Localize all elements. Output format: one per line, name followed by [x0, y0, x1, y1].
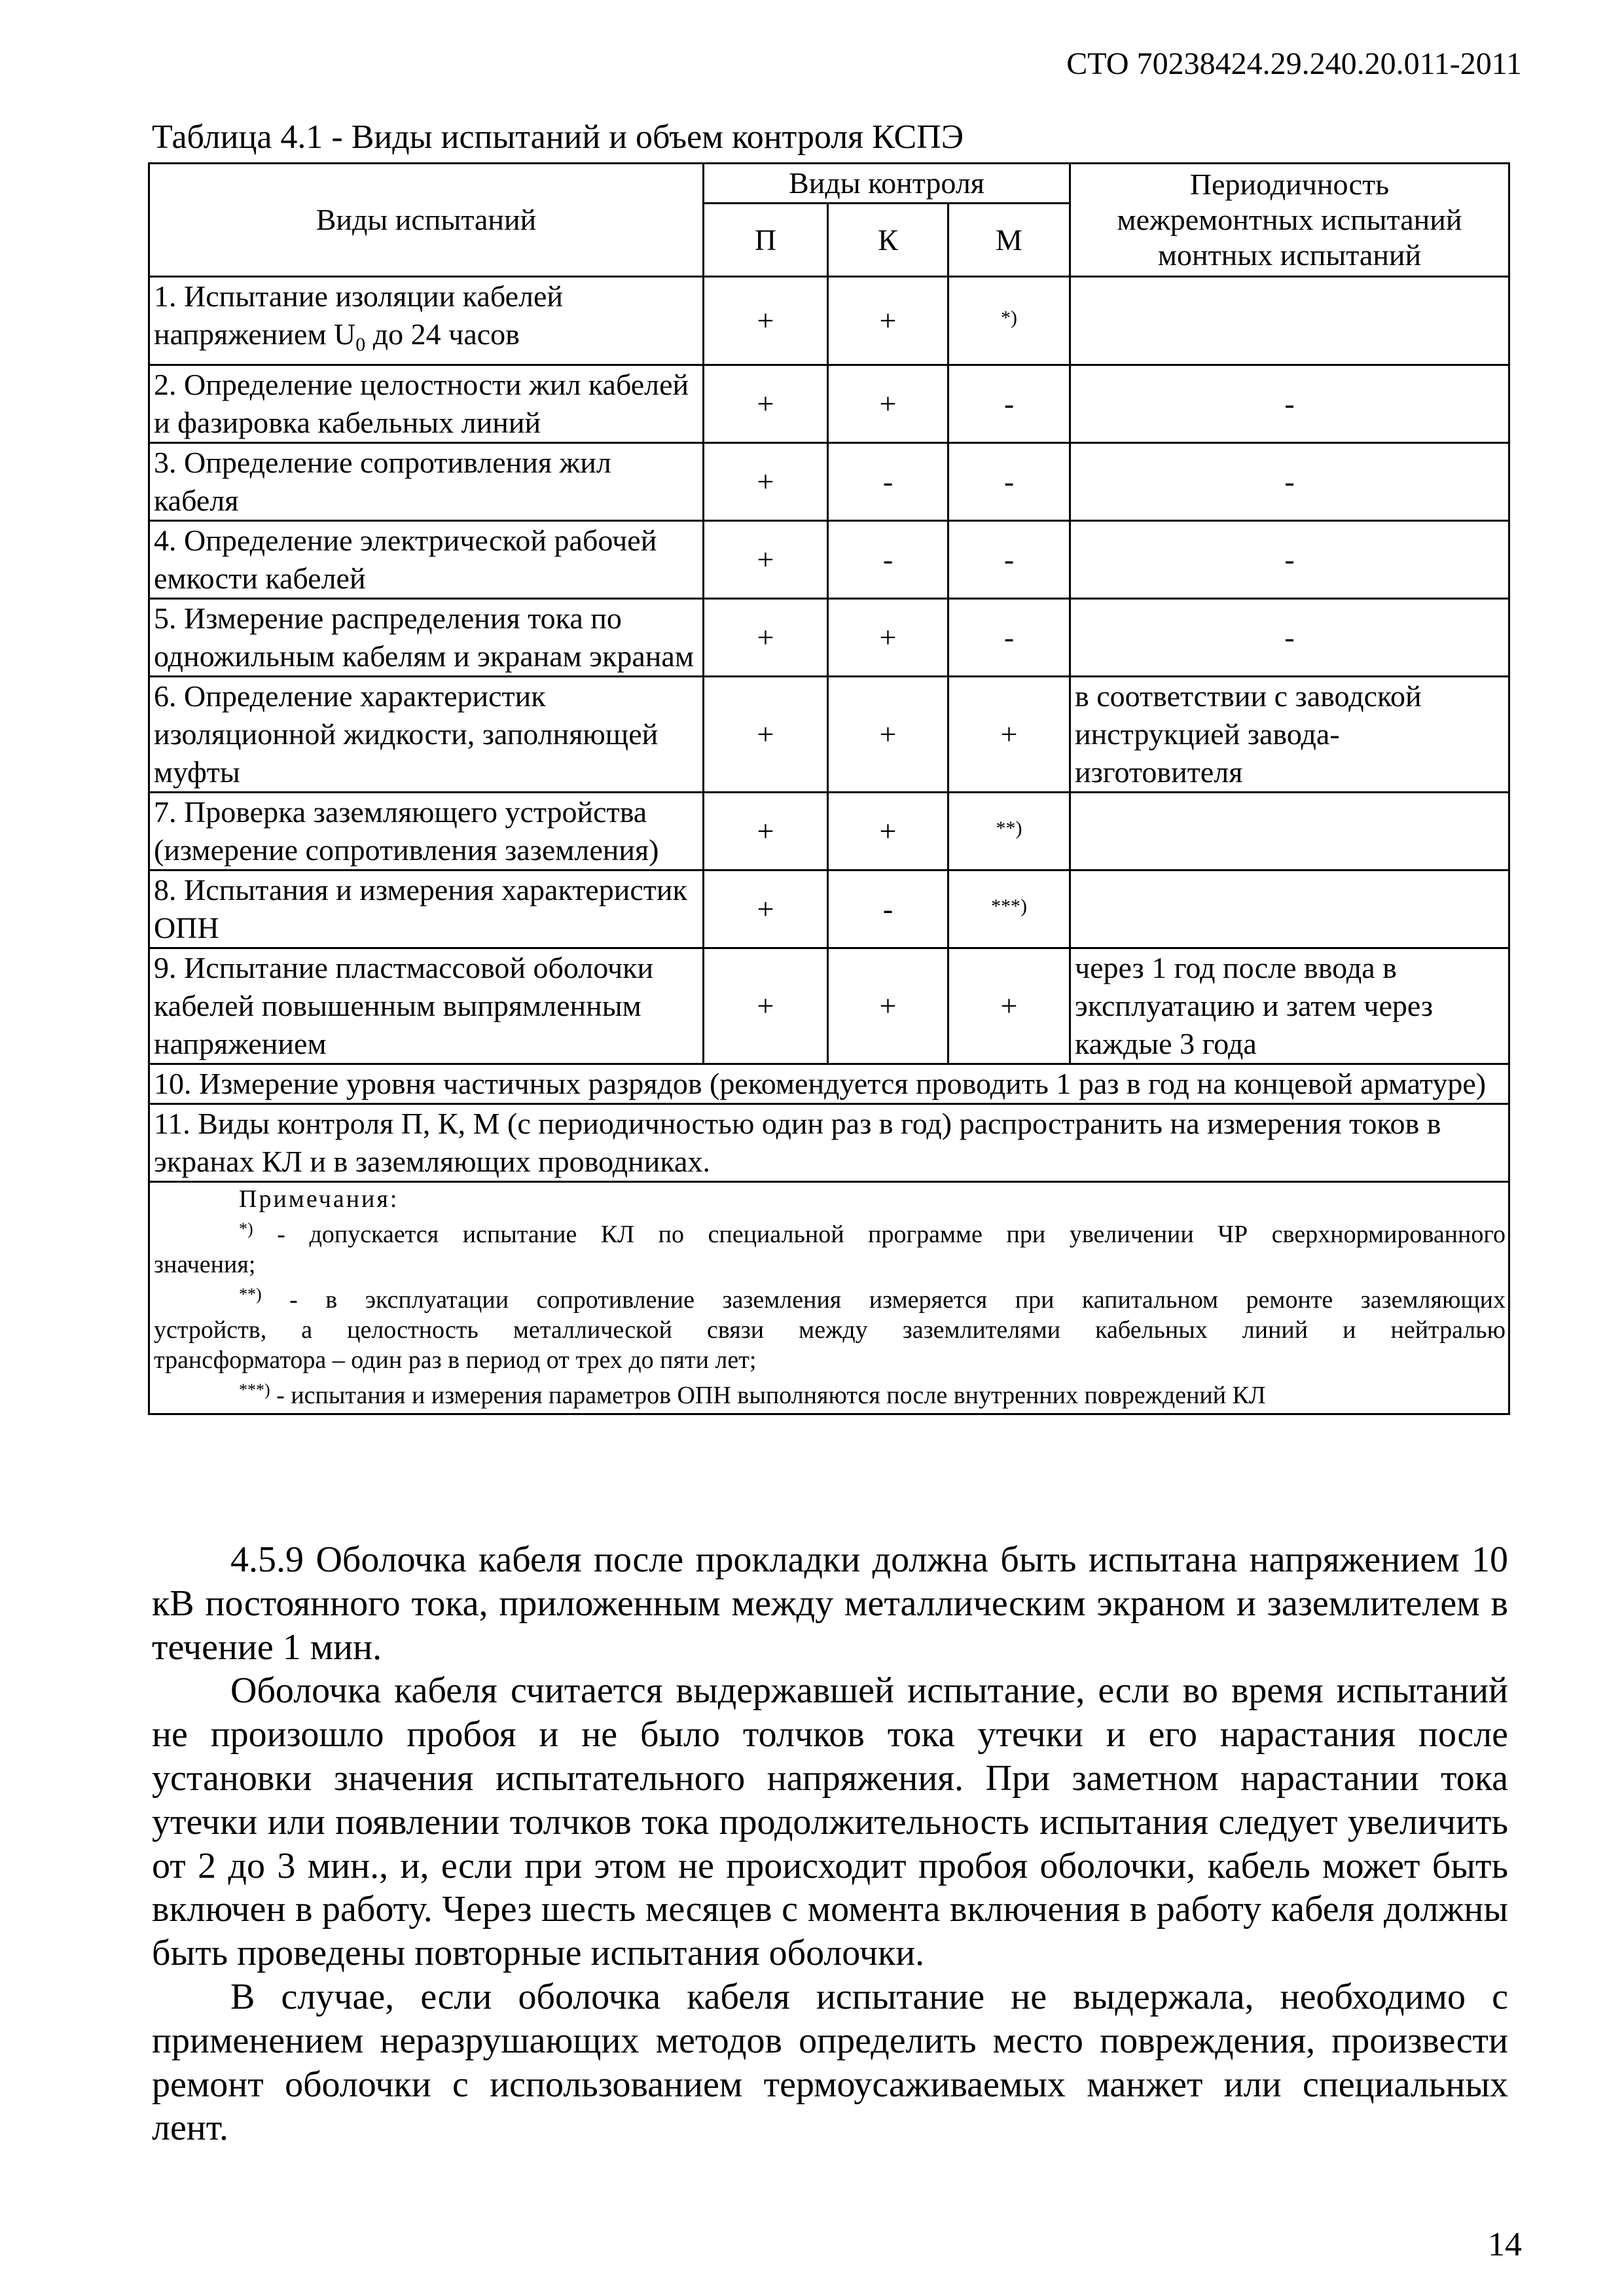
cell-k: + — [828, 948, 948, 1064]
table-row-wide — [149, 1104, 1509, 1182]
footnote-mark: *) — [239, 1219, 253, 1239]
note-text: - допускается испытание КЛ по специальной программе при увеличении ЧР сверхнормированного — [253, 1221, 1506, 1249]
test-name: 5. Измерение распределения тока по одножильным кабелям и экранам экранам — [149, 599, 704, 677]
cell-k: - — [828, 521, 948, 599]
table-row — [149, 599, 1509, 677]
header-control-types: Виды контроля — [704, 164, 1070, 204]
test-name: 7. Проверка заземляющего устройства (измерение сопротивления заземления) — [149, 793, 704, 870]
header-k: К — [828, 204, 948, 277]
cell-p: + — [704, 521, 828, 599]
cell-periodicity: - — [1070, 365, 1509, 443]
table-row — [149, 793, 1509, 870]
footnote-mark: ***) — [991, 895, 1027, 918]
test-name: 4. Определение электрической рабочей емкости кабелей — [149, 521, 704, 599]
header-periodicity-line-1: Периодичность — [1189, 168, 1390, 201]
note-2-cont: устройств, а целостность металлической связи между заземлителями кабельных линий и нейтралью — [154, 1316, 1506, 1344]
note-text: - в эксплуатации сопротивление заземления измеряется при капитальном ремонте заземляющих — [261, 1286, 1506, 1314]
document-code: СТО 70238424.29.240.20.011-2011 — [1066, 46, 1522, 81]
table-notes — [149, 1182, 1509, 1414]
test-name-wide: 10. Измерение уровня частичных разрядов (рекомендуется проводить 1 раз в год на концевой арматуре) — [149, 1064, 1509, 1104]
test-name: 6. Определение характеристик изоляционной жидкости, заполняющей муфты — [149, 677, 704, 793]
cell-m: - — [948, 599, 1070, 677]
note-text: - испытания и измерения параметров ОПН выполняются после внутренних повреждений КЛ — [270, 1382, 1266, 1410]
table-row — [149, 277, 1509, 365]
body-text — [152, 1538, 1508, 2150]
header-periodicity — [1070, 164, 1509, 277]
cell-k: - — [828, 443, 948, 521]
cell-p: + — [704, 677, 828, 793]
footnote-mark: **) — [239, 1285, 262, 1304]
cell-m: + — [948, 677, 1070, 793]
header-periodicity-line-3: монтных испытаний — [1157, 238, 1422, 272]
header-p: П — [704, 204, 828, 277]
test-name: 8. Испытания и измерения характеристик ОПН — [149, 870, 704, 948]
test-name: 3. Определение сопротивления жил кабеля — [149, 443, 704, 521]
header-m: М — [948, 204, 1070, 277]
table-row — [149, 365, 1509, 443]
test-name-part: до 24 часов — [365, 317, 520, 351]
cell-p: + — [704, 870, 828, 948]
cell-m — [948, 870, 1070, 948]
header-tests: Виды испытаний — [149, 164, 704, 277]
test-name-part: напряжением U — [154, 317, 356, 351]
footnote-mark: ***) — [239, 1380, 270, 1400]
cell-m: + — [948, 948, 1070, 1064]
cell-p: + — [704, 277, 828, 365]
cell-p: + — [704, 793, 828, 870]
cell-m: - — [948, 443, 1070, 521]
cell-m — [948, 277, 1070, 365]
cell-p: + — [704, 599, 828, 677]
note-1-cont: значения; — [154, 1251, 256, 1279]
paragraph: В случае, если оболочка кабеля испытание не выдержала, необходимо с применением неразрушающих методов определить место повреждения, произвести ремонт оболочки с использованием термоусаживаемых манжет или специальных лент. — [152, 1976, 1508, 2149]
page-number: 14 — [1488, 2226, 1522, 2263]
footnote-mark: *) — [1001, 307, 1017, 329]
cell-p: + — [704, 443, 828, 521]
cell-p: + — [704, 948, 828, 1064]
cell-k: - — [828, 870, 948, 948]
table-caption: Таблица 4.1 - Виды испытаний и объем контроля КСПЭ — [152, 118, 964, 156]
cell-k: + — [828, 677, 948, 793]
table-row — [149, 948, 1509, 1064]
cell-p: + — [704, 365, 828, 443]
table-row — [149, 870, 1509, 948]
note-1 — [154, 1214, 1506, 1249]
paragraph: Оболочка кабеля считается выдержавшей испытание, если во время испытаний не произошло пробоя и не было толчков тока утечки и его нарастания после установки значения испытательного напряжения. При заметном нарастании тока утечки или появлении толчков тока продолжительность испытания следует увеличить от 2 до 3 мин., и, если при этом не происходит пробоя оболочки, кабель может быть включен в работу. Через шесть месяцев с момента включения в работу кабеля должны быть проведены повторные испытания оболочки. — [152, 1670, 1508, 1974]
test-name: 9. Испытание пластмассовой оболочки кабелей повышенным выпрямленным напряжением — [149, 948, 704, 1064]
table-row — [149, 443, 1509, 521]
subscript: 0 — [355, 334, 366, 356]
test-name-wide: 11. Виды контроля П, К, М (с периодичностью один раз в год) распространить на измерения токов в экранах КЛ и в заземляющих проводниках. — [149, 1104, 1509, 1182]
cell-periodicity: - — [1070, 521, 1509, 599]
table-row — [149, 521, 1509, 599]
cell-periodicity — [1070, 870, 1509, 948]
cell-periodicity: - — [1070, 599, 1509, 677]
test-name — [149, 277, 704, 365]
cell-k: + — [828, 365, 948, 443]
cell-periodicity — [1070, 793, 1509, 870]
note-3 — [154, 1375, 1506, 1410]
table-row-wide — [149, 1064, 1509, 1104]
cell-periodicity: - — [1070, 443, 1509, 521]
note-2 — [154, 1280, 1506, 1315]
footnote-mark: **) — [996, 817, 1022, 840]
notes-title: Примечания: — [239, 1185, 399, 1213]
tests-table — [148, 162, 1510, 1415]
cell-m — [948, 793, 1070, 870]
note-2-cont: трансформатора – один раз в период от трех до пяти лет; — [154, 1346, 757, 1374]
test-name: 2. Определение целостности жил кабелей и фазировка кабельных линий — [149, 365, 704, 443]
cell-m: - — [948, 521, 1070, 599]
cell-periodicity: в соответствии с заводской инструкцией завода-изготовителя — [1070, 677, 1509, 793]
cell-k: + — [828, 599, 948, 677]
cell-m: - — [948, 365, 1070, 443]
cell-periodicity: через 1 год после ввода в эксплуатацию и затем через каждые 3 года — [1070, 948, 1509, 1064]
cell-periodicity — [1070, 277, 1509, 365]
table-notes-row — [149, 1182, 1509, 1414]
header-periodicity-line-2: межремонтных испытаний — [1117, 203, 1462, 236]
paragraph: 4.5.9 Оболочка кабеля после прокладки должна быть испытана напряжением 10 кВ постоянного тока, приложенным между металлическим экраном и заземлителем в течение 1 мин. — [152, 1539, 1508, 1668]
cell-k: + — [828, 277, 948, 365]
test-name-part: 1. Испытание изоляции кабелей — [154, 279, 564, 313]
cell-k: + — [828, 793, 948, 870]
table-row — [149, 677, 1509, 793]
table-header-row — [149, 164, 1509, 204]
